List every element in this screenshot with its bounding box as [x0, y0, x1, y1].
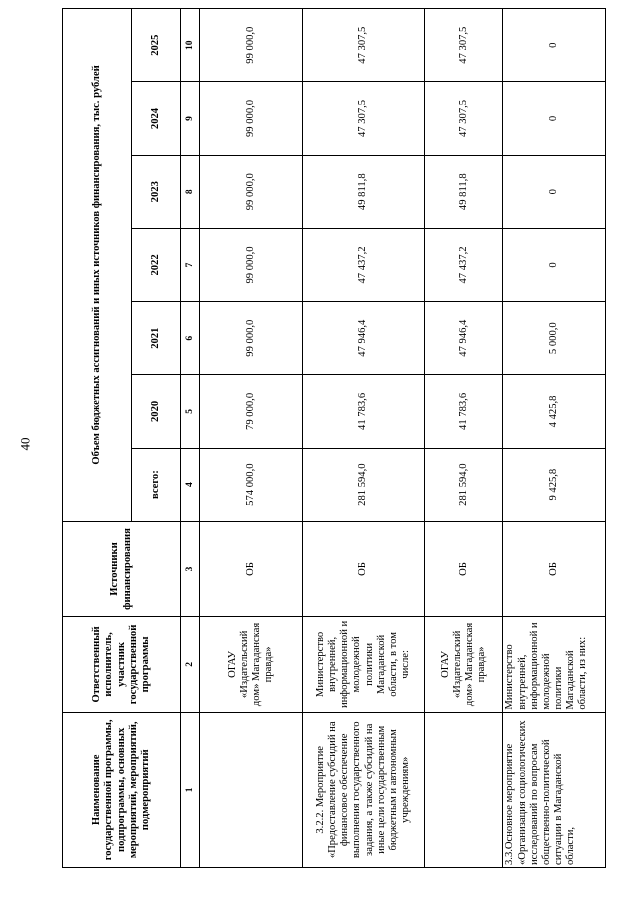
header-year: 2023: [132, 155, 181, 228]
value-year: 47 307,5: [302, 9, 425, 82]
value-year: 47 946,4: [302, 302, 425, 375]
header-year: 2022: [132, 228, 181, 301]
index-cell: 6: [181, 302, 200, 375]
value-total: 281 594,0: [302, 448, 425, 521]
table-row: [503, 9, 606, 868]
index-cell: 7: [181, 228, 200, 301]
value-year: 0: [503, 9, 606, 82]
value-total: 9 425,8: [503, 448, 606, 521]
value-year: 99 000,0: [200, 302, 303, 375]
row-executor: ОГАУ «Издательский дом» Магаданская правда»: [200, 617, 303, 712]
value-year: 47 307,5: [425, 82, 503, 155]
index-row: [181, 9, 200, 868]
index-cell: 2: [181, 617, 200, 712]
index-cell: 10: [181, 9, 200, 82]
header-year: 2020: [132, 375, 181, 448]
value-year: 79 000,0: [200, 375, 303, 448]
header-year: 2025: [132, 9, 181, 82]
index-cell: 3: [181, 521, 200, 616]
value-year: 5 000,0: [503, 302, 606, 375]
row-source: ОБ: [200, 521, 303, 616]
table-row: [200, 9, 303, 868]
value-year: 47 307,5: [425, 9, 503, 82]
row-executor: Министерство внутренней, информационной и молодежной политики Магаданской области, из них:: [503, 617, 606, 712]
value-year: 99 000,0: [200, 82, 303, 155]
row-executor: Министерство внутренней, информационной и молодежной политики Магаданской области, в том числе:: [302, 617, 425, 712]
value-total: 574 000,0: [200, 448, 303, 521]
row-name: [425, 712, 503, 867]
value-year: 99 000,0: [200, 155, 303, 228]
page-number: 40: [17, 437, 32, 451]
index-cell: 8: [181, 155, 200, 228]
value-year: 99 000,0: [200, 9, 303, 82]
row-executor: ОГАУ «Издательский дом» Магаданская правда»: [425, 617, 503, 712]
row-source: ОБ: [425, 521, 503, 616]
value-year: 49 811,8: [302, 155, 425, 228]
value-year: 47 437,2: [425, 228, 503, 301]
table-row: [302, 9, 425, 868]
value-year: 47 946,4: [425, 302, 503, 375]
row-name: 3.3.Основное мероприятие «Организация социологических исследований по вопросам общественно-политической ситуации в Магаданской области,: [503, 712, 606, 867]
header-total: всего:: [132, 448, 181, 521]
rotated-table-container: [62, 8, 606, 868]
header-executor: Ответственный исполнитель, участник государственной программы: [63, 617, 181, 712]
header-year: 2021: [132, 302, 181, 375]
value-year: 0: [503, 228, 606, 301]
value-year: 0: [503, 82, 606, 155]
value-year: 49 811,8: [425, 155, 503, 228]
value-year: 47 437,2: [302, 228, 425, 301]
row-source: ОБ: [302, 521, 425, 616]
header-name: Наименование государственной программы, подпрограммы, основных мероприятий, мероприятий, подмероприятий: [63, 712, 181, 867]
value-year: 0: [503, 155, 606, 228]
index-cell: 5: [181, 375, 200, 448]
index-cell: 9: [181, 82, 200, 155]
header-source: Источники финансирования: [63, 521, 181, 616]
value-year: 99 000,0: [200, 228, 303, 301]
value-year: 47 307,5: [302, 82, 425, 155]
header-funding-group: Объем бюджетных ассигнований и иных источников финансирования, тыс. рублей: [63, 9, 132, 522]
value-year: 41 783,6: [425, 375, 503, 448]
row-name: 3.2.2. Мероприятие «Предоставление субсидий на финансовое обеспечение выполнения государственного задания, а также субсидий на иные цели государственным бюджетным и автономным учреждениям»: [302, 712, 425, 867]
value-year: 4 425,8: [503, 375, 606, 448]
index-cell: 1: [181, 712, 200, 867]
value-year: 41 783,6: [302, 375, 425, 448]
header-year: 2024: [132, 82, 181, 155]
row-source: ОБ: [503, 521, 606, 616]
index-cell: 4: [181, 448, 200, 521]
header-row-1: [63, 9, 132, 868]
budget-table: [62, 8, 606, 868]
row-name: [200, 712, 303, 867]
value-total: 281 594,0: [425, 448, 503, 521]
table-row: [425, 9, 503, 868]
